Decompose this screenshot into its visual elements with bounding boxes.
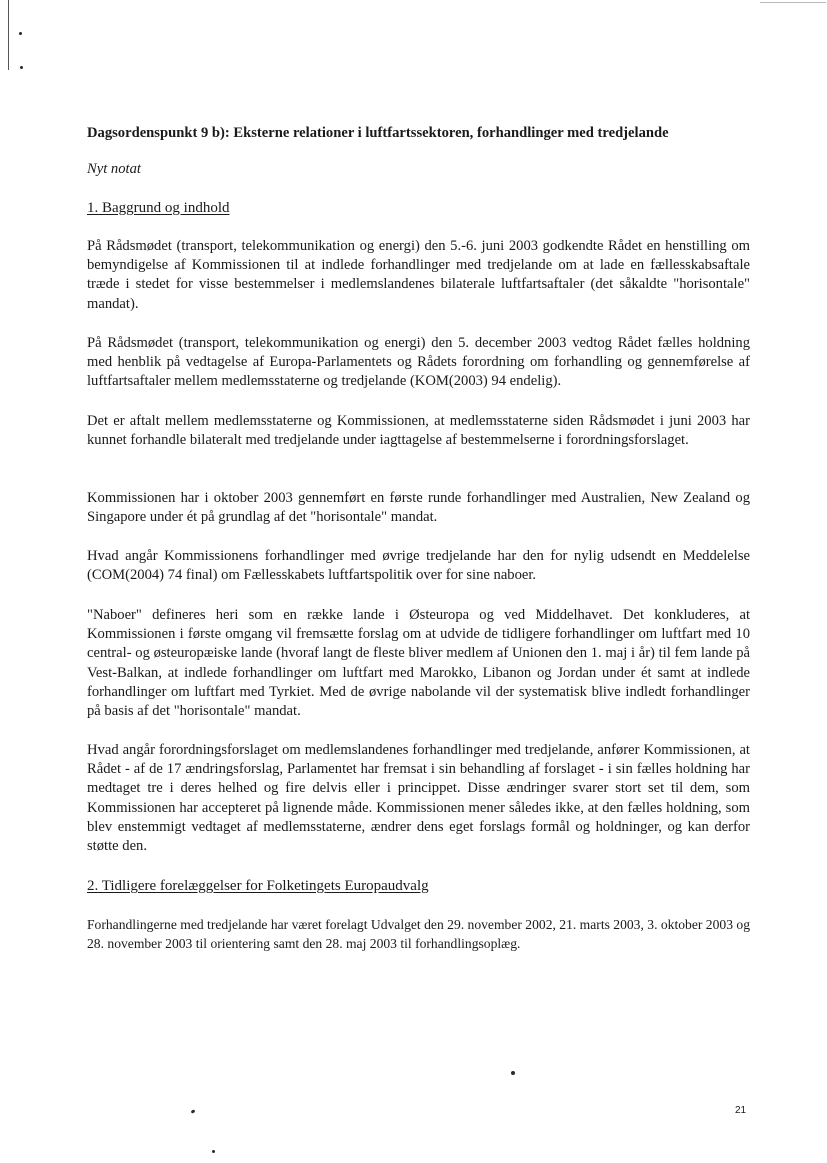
paragraph: Hvad angår forordningsforslaget om medlemslandenes forhandlinger med tredjelande, anfører Kommissionen, at Rådet - af de 17 ændringsforslag, Parlamentet har fremsat i sin behandling af forslaget - i sin fælles holdning har medtaget tre i deres helhed og fire delvis eller i princippet. Disse ændringer svarer stort set til dem, som Kommissionen har accepteret på lignende måde. Kommissionen mener således ikke, at den fælles holdning, som blev enstemmigt vedtaget af medlemsstaterne, ændrer dens eget forslags formål og holdninger, og kan derfor støtte den. <box>87 742 750 855</box>
paragraph: Hvad angår Kommissionens forhandlinger med øvrige tredjelande har den for nylig udsendt en Meddelelse (COM(2004) 74 final) om Fællesskabets luftfartspolitik over for sine naboer. <box>87 548 750 584</box>
scan-speck <box>19 32 22 35</box>
agenda-item-heading: Dagsordenspunkt 9 b): Eksterne relationer i luftfartssektoren, forhandlinger med tredjelande <box>87 125 669 141</box>
section-title-background: 1. Baggrund og indhold <box>87 200 230 216</box>
paragraph: På Rådsmødet (transport, telekommunikation og energi) den 5.-6. juni 2003 godkendte Rådet en henstilling om bemyndigelse af Kommissionen til at indlede forhandlinger med tredjelande om at lade en fællesskabsaftale træde i stedet for visse bestemmelser i medlemslandenes bilaterale luftfartsaftaler (det såkaldte "horisontale" mandat). <box>87 238 750 312</box>
scan-edge-line <box>8 0 9 70</box>
scan-speck <box>191 1109 196 1114</box>
paragraph: Kommissionen har i oktober 2003 gennemført en første runde forhandlinger med Australien, New Zealand og Singapore under ét på grundlag af det "horisontale" mandat. <box>87 490 750 526</box>
document-subtitle: Nyt notat <box>87 161 141 177</box>
paragraph: Forhandlingerne med tredjelande har været forelagt Udvalget den 29. november 2002, 21. marts 2003, 3. oktober 2003 og 28. november 2003 til orientering samt den 28. maj 2003 til forhandlingsoplæg. <box>87 917 750 952</box>
paragraph: Det er aftalt mellem medlemsstaterne og Kommissionen, at medlemsstaterne siden Rådsmødet i juni 2003 har kunnet forhandle bilateralt med tredjelande under iagttagelse af bestemmelserne i forordningsforslaget. <box>87 413 750 449</box>
scan-mark <box>760 2 826 3</box>
scan-speck <box>212 1150 215 1153</box>
paragraph: På Rådsmødet (transport, telekommunikation og energi) den 5. december 2003 vedtog Rådet fælles holdning med henblik på vedtagelse af Europa-Parlamentets og Rådets forordning om forhandling og gennemførelse af luftfartsaftaler mellem medlemsstaterne og tredjelande (KOM(2003) 94 endelig). <box>87 335 750 390</box>
scan-speck <box>20 66 23 69</box>
scan-speck <box>511 1071 515 1075</box>
page-number: 21 <box>735 1105 747 1116</box>
paragraph: "Naboer" defineres heri som en række lande i Østeuropa og ved Middelhavet. Det konkluderes, at Kommissionen i første omgang vil fremsætte forslag om at udvide de tidligere forhandlinger om luftfart med 10 central- og østeuropæiske lande (hvoraf langt de fleste bliver medlem af Unionen den 1. maj i år) til fem lande på Vest-Balkan, at indlede forhandlinger om luftfart med Marokko, Libanon og Jordan under ét samt at indlede forhandlinger om luftfart med Tyrkiet. Med de øvrige nabolande vil der systematisk blive indledt forhandlinger på basis af det "horisontale" mandat. <box>87 607 750 720</box>
section-title-previous-submissions: 2. Tidligere forelæggelser for Folketingets Europaudvalg <box>87 878 429 894</box>
